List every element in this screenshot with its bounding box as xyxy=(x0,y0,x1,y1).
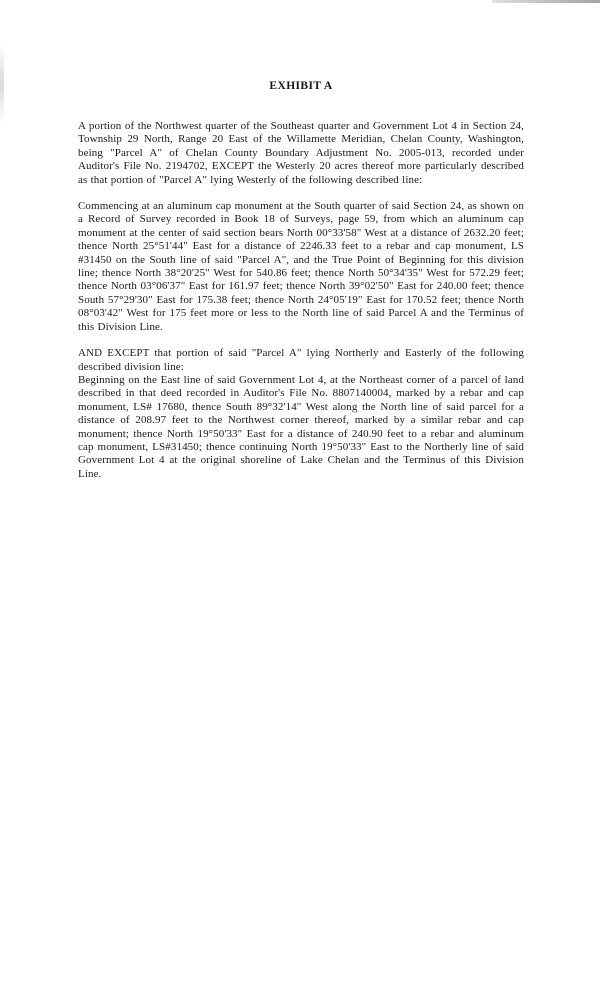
paragraph-division-line-description: Commencing at an aluminum cap monument at the South quarter of said Section 24, as shown on a Record of Survey recorded in Book 18 of Surveys, page 59, from which an aluminum cap monument at the center of said section bears North 00°33'58" West at a distance of 2632.20 feet; thence North 25°51'44" East for a distance of 2246.33 feet to a rebar and cap monument, LS #31450 on the South line of said "Parcel A", and the True Point of Beginning for this division line; thence North 38°20'25" West for 540.86 feet; thence North 50°34'35" West for 572.29 feet; thence North 03°06'37" East for 161.97 feet; thence North 39°02'50" East for 240.00 feet; thence South 57°29'30" East for 175.38 feet; thence North 24°05'19" East for 170.52 feet; thence North 08°03'42" West for 175 feet more or less to the North line of said Parcel A and the Terminus of this Division Line. xyxy=(78,200,524,333)
document-content xyxy=(78,80,524,481)
paragraph-and-except-intro: AND EXCEPT that portion of said "Parcel A" lying Northerly and Easterly of the following described division line: xyxy=(78,347,524,373)
document-title: EXHIBIT A xyxy=(269,80,333,92)
scan-artifact-top-edge xyxy=(492,0,600,3)
paragraph-legal-description-intro: A portion of the Northwest quarter of the Southeast quarter and Government Lot 4 in Section 24, Township 29 North, Range 20 East of the Willamette Meridian, Chelan County, Washington, being "Parcel A" of Chelan County Boundary Adjustment No. 2005-013, recorded under Auditor's File No. 2194702, EXCEPT the Westerly 20 acres thereof more particularly described as that portion of "Parcel A" lying Westerly of the following described line: xyxy=(78,120,524,186)
scan-artifact-left-edge xyxy=(0,45,4,123)
paragraph-second-division-line-description: Beginning on the East line of said Government Lot 4, at the Northeast corner of a parcel of land described in that deed recorded in Auditor's File No. 8807140004, marked by a rebar and cap monument, LS# 17680, thence South 89°32'14" West along the North line of said parcel for a distance of 208.97 feet to the Northwest corner thereof, marked by a similar rebar and cap monument; thence North 19°50'33" East for a distance of 240.90 feet to a rebar and aluminum cap monument, LS#31450; thence continuing North 19°50'33" East to the Northerly line of said Government Lot 4 at the original shoreline of Lake Chelan and the Terminus of this Division Line. xyxy=(78,373,524,480)
